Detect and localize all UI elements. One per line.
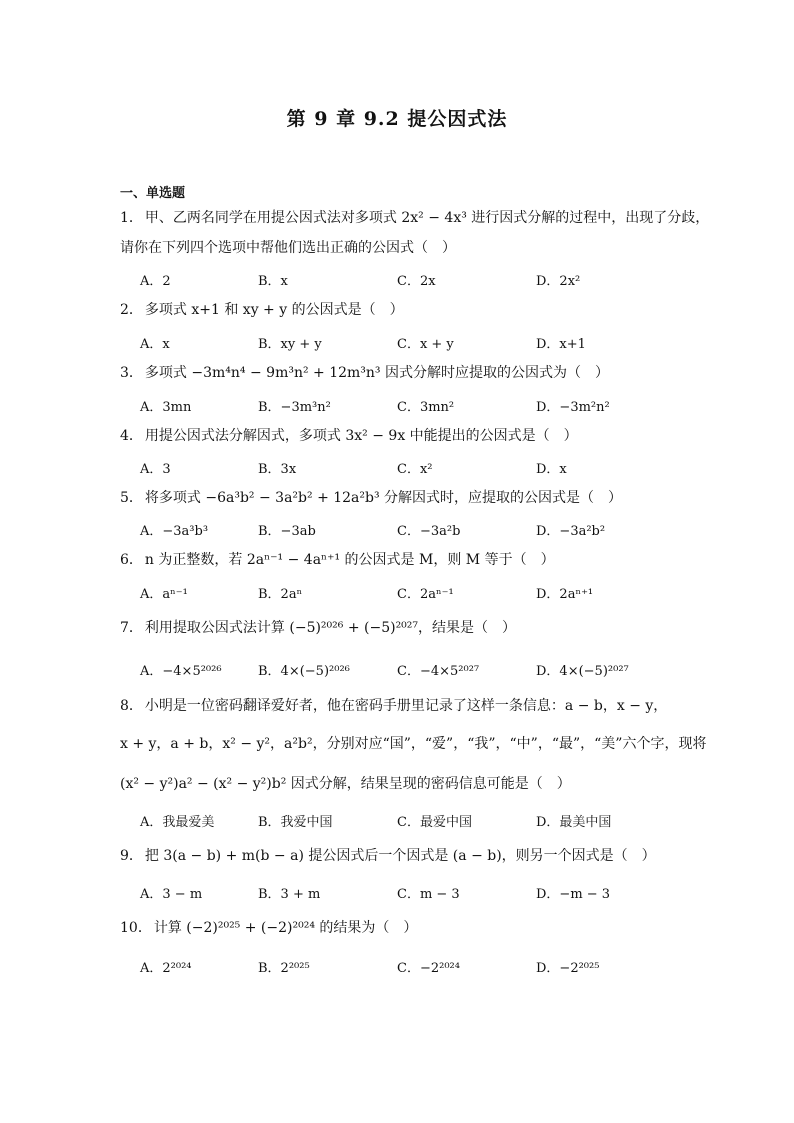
option-d: D．−2²⁰²⁵ bbox=[536, 961, 600, 976]
question-number: 1． bbox=[120, 210, 143, 226]
question-number: 9． bbox=[120, 848, 143, 864]
option-a: A．我最爱美 bbox=[140, 815, 215, 830]
option-d: D．最美中国 bbox=[536, 815, 612, 830]
option-a: A．aⁿ⁻¹ bbox=[140, 587, 188, 602]
option-b: B．xy + y bbox=[258, 337, 322, 352]
option-d: D．−3a²b² bbox=[536, 524, 606, 539]
option-b: B．我爱中国 bbox=[258, 815, 333, 830]
question-number: 3． bbox=[120, 365, 143, 381]
question-number: 7． bbox=[120, 620, 143, 636]
question-stem: 甲、乙两名同学在用提公因式法对多项式 2x² − 4x³ 进行因式分解的过程中，出现了分歧， bbox=[144, 210, 710, 226]
question-stem: 把 3(a − b) + m(b − a) 提公因式后一个因式是 (a − b)，则另一个因式是（ ） bbox=[144, 848, 656, 864]
option-c: C．最爱中国 bbox=[397, 815, 472, 830]
option-b: B．2²⁰²⁵ bbox=[258, 961, 310, 976]
option-b: B．−3ab bbox=[258, 524, 316, 539]
question-9 bbox=[120, 846, 656, 866]
option-a: A．3 bbox=[140, 462, 171, 477]
option-a: A．−3a³b³ bbox=[140, 524, 209, 539]
question-stem: 用提公因式法分解因式，多项式 3x² − 9x 中能提出的公因式是（ ） bbox=[144, 428, 578, 444]
question-number: 10． bbox=[120, 920, 152, 936]
question-6 bbox=[120, 550, 555, 570]
page-title: 第 9 章 9.2 提公因式法 bbox=[286, 108, 508, 130]
option-d: D．x+1 bbox=[536, 337, 586, 352]
question-number: 4． bbox=[120, 428, 143, 444]
option-d: D．2x² bbox=[536, 274, 581, 289]
question-stem: 小明是一位密码翻译爱好者，他在密码手册里记录了这样一条信息：a − b，x − y， bbox=[144, 698, 668, 714]
question-number: 6． bbox=[120, 552, 143, 568]
question-number: 8． bbox=[120, 698, 143, 714]
question-3 bbox=[120, 363, 609, 383]
option-b: B．3 + m bbox=[258, 887, 321, 902]
option-c: C．x² bbox=[397, 462, 433, 477]
option-d: D．−m − 3 bbox=[536, 887, 611, 902]
option-a: A．3 − m bbox=[140, 887, 203, 902]
option-b: B．−3m³n² bbox=[258, 400, 331, 415]
option-a: A．2 bbox=[140, 274, 171, 289]
option-b: B．x bbox=[258, 274, 288, 289]
question-1-stem-continued: 请你在下列四个选项中帮他们选出正确的公因式（ ） bbox=[120, 240, 456, 256]
question-4 bbox=[120, 426, 578, 446]
option-b: B．4×(−5)²⁰²⁶ bbox=[258, 664, 350, 679]
question-7 bbox=[120, 618, 516, 638]
option-c: C．x + y bbox=[397, 337, 454, 352]
question-stem: n 为正整数，若 2aⁿ⁻¹ − 4aⁿ⁺¹ 的公因式是 M，则 M 等于（ ） bbox=[144, 552, 555, 568]
question-number: 2． bbox=[120, 302, 143, 318]
option-d: D．4×(−5)²⁰²⁷ bbox=[536, 664, 629, 679]
question-8-stem-line-3: (x² − y²)a² − (x² − y²)b² 因式分解，结果呈现的密码信息可能是（ ） bbox=[120, 776, 571, 792]
option-c: C．−4×5²⁰²⁷ bbox=[397, 664, 480, 679]
question-stem: 多项式 −3m⁴n⁴ − 9m³n² + 12m³n³ 因式分解时应提取的公因式为（ ） bbox=[144, 365, 609, 381]
option-a: A．3mn bbox=[140, 400, 192, 415]
question-stem: 将多项式 −6a³b² − 3a²b² + 12a²b³ 分解因式时，应提取的公因式是（ ） bbox=[144, 490, 623, 506]
option-c: C．2aⁿ⁻¹ bbox=[397, 587, 454, 602]
question-stem: 计算 (−2)²⁰²⁵ + (−2)²⁰²⁴ 的结果为（ ） bbox=[153, 920, 418, 936]
option-c: C．3mn² bbox=[397, 400, 455, 415]
option-c: C．m − 3 bbox=[397, 887, 460, 902]
option-a: A．2²⁰²⁴ bbox=[140, 961, 192, 976]
question-number: 5． bbox=[120, 490, 143, 506]
question-10 bbox=[120, 918, 417, 938]
question-2 bbox=[120, 300, 404, 320]
option-c: C．−2²⁰²⁴ bbox=[397, 961, 460, 976]
option-b: B．2aⁿ bbox=[258, 587, 303, 602]
option-c: C．2x bbox=[397, 274, 436, 289]
question-8-stem-line-2: x + y，a + b，x² − y²，a²b²，分别对应“国”，“爱”，“我”，“中”，“最”，“美”六个字，现将 bbox=[120, 736, 707, 752]
question-1 bbox=[120, 208, 709, 228]
option-c: C．−3a²b bbox=[397, 524, 461, 539]
question-8 bbox=[120, 696, 667, 716]
option-d: D．x bbox=[536, 462, 567, 477]
section-heading: 一、单选题 bbox=[120, 186, 186, 201]
option-a: A．−4×5²⁰²⁶ bbox=[140, 664, 222, 679]
option-b: B．3x bbox=[258, 462, 297, 477]
option-d: D．−3m²n² bbox=[536, 400, 610, 415]
option-d: D．2aⁿ⁺¹ bbox=[536, 587, 594, 602]
option-a: A．x bbox=[140, 337, 170, 352]
question-stem: 利用提取公因式法计算 (−5)²⁰²⁶ + (−5)²⁰²⁷，结果是（ ） bbox=[144, 620, 517, 636]
question-stem: 多项式 x+1 和 xy + y 的公因式是（ ） bbox=[144, 302, 404, 318]
question-5 bbox=[120, 488, 622, 508]
